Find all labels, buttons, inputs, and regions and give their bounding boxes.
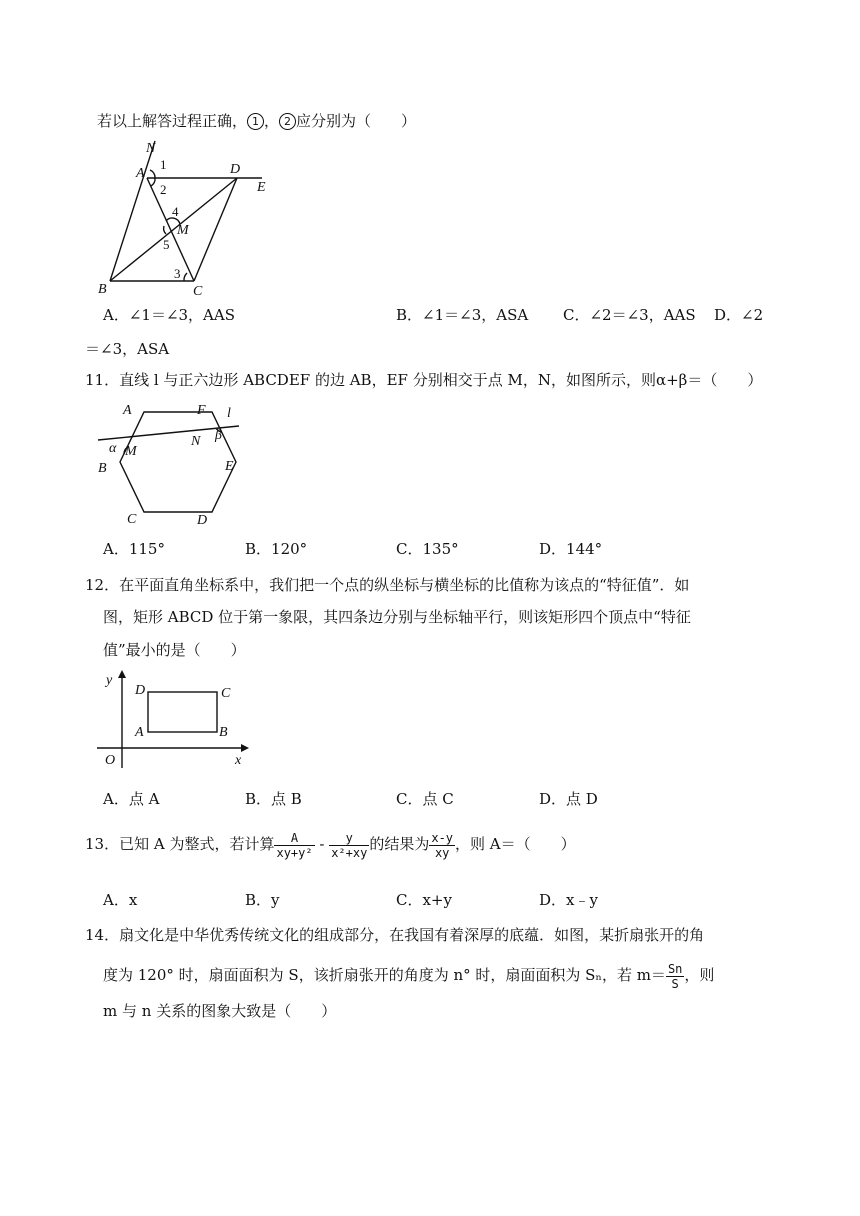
circled-2: 2	[279, 113, 296, 130]
y-axis-arrow	[118, 670, 126, 678]
q13-option-c: C．x+y	[396, 891, 452, 909]
q14-line3: m 与 n 关系的图象大致是（ ）	[103, 1002, 337, 1020]
q11-figure	[90, 400, 250, 530]
q14-fraction-m	[666, 962, 684, 991]
rect-label-D: D	[135, 683, 146, 698]
hex-label-F: F	[197, 403, 206, 418]
hex-label-N: N	[191, 434, 201, 449]
hex-label-M: M	[125, 444, 137, 459]
label-E: E	[257, 180, 266, 195]
label-N: N	[146, 141, 156, 156]
angle-3-arc	[184, 273, 187, 281]
q12-line3: 值”最小的是（ ）	[103, 641, 246, 659]
label-C: C	[193, 284, 203, 299]
origin-label-O: O	[105, 753, 116, 768]
q10-intro-sep: ，	[264, 112, 280, 130]
q11-option-c: C．135°	[396, 540, 459, 558]
rect-label-C: C	[221, 686, 231, 701]
q14-frac-denominator: S	[671, 976, 679, 991]
q13-pre: 13．已知 A 为整式，若计算	[85, 835, 275, 853]
rect-label-A: A	[135, 725, 144, 740]
q10-option-d-part1: D．∠2	[714, 306, 764, 324]
label-B: B	[98, 282, 107, 297]
hexagon-ABCDEF	[120, 412, 236, 512]
label-M: M	[177, 223, 189, 238]
q13-fraction-1	[274, 831, 314, 860]
label-D: D	[230, 162, 241, 177]
q13-f3-numerator: x-y	[431, 830, 454, 845]
label-A: A	[136, 166, 145, 181]
q10-option-c: C．∠2＝∠3，AAS	[563, 306, 696, 324]
angle-label-alpha: α	[109, 441, 117, 456]
rectangle-ABCD	[148, 692, 217, 732]
q11-option-a: A．115°	[103, 540, 165, 558]
label-angle-3: 3	[174, 266, 181, 281]
q13-minus: -	[314, 835, 330, 853]
hex-label-E: E	[225, 459, 234, 474]
q13-fraction-2	[329, 831, 369, 860]
q14-line2-pre: 度为 120° 时，扇面面积为 S，该折扇张开的角度为 n° 时，扇面面积为 Sₙ，若 m＝	[103, 966, 666, 984]
angle-1-arc	[150, 170, 155, 178]
axis-label-y: y	[106, 673, 113, 688]
label-angle-4: 4	[172, 204, 179, 219]
q13-option-d: D．x﹣y	[539, 891, 598, 909]
q14-line2-post: ，则	[684, 966, 715, 984]
line-CD	[194, 178, 237, 281]
label-angle-1: 1	[160, 157, 167, 172]
q10-intro	[97, 108, 416, 134]
q13-option-a: A．x	[103, 891, 138, 909]
x-axis-arrow	[241, 744, 249, 752]
q13-option-b: B．y	[245, 891, 280, 909]
hex-label-C: C	[127, 512, 137, 527]
hex-label-D: D	[197, 513, 208, 528]
q12-option-a: A．点 A	[103, 790, 160, 808]
q13-f3-denominator: xy	[434, 845, 450, 860]
hex-label-A: A	[123, 403, 132, 418]
angle-label-beta: β	[215, 428, 222, 443]
q13-f1-numerator: A	[274, 831, 314, 846]
q12-option-b: B．点 B	[245, 790, 302, 808]
angle-5-arc	[164, 226, 166, 234]
q14-line1: 14．扇文化是中华优秀传统文化的组成部分，在我国有着深厚的底蕴．如图，某折扇张开的角	[85, 926, 705, 944]
q13-f2-numerator: y	[329, 831, 369, 846]
q12-option-c: C．点 C	[396, 790, 454, 808]
line-label-l: l	[227, 406, 231, 421]
axis-label-x: x	[235, 753, 242, 768]
angle-2-arc	[151, 178, 155, 186]
label-angle-5: 5	[163, 237, 170, 252]
q10-intro-pre: 若以上解答过程正确，	[97, 112, 248, 130]
q10-figure	[90, 138, 280, 300]
q11-text: 11．直线 l 与正六边形 ABCDEF 的边 AB，EF 分别相交于点 M，N，如图所示，则α+β＝（ ）	[85, 371, 763, 389]
q13-fraction-3	[429, 831, 455, 860]
q12-line2: 图，矩形 ABCD 位于第一象限，其四条边分别与坐标轴平行，则该矩形四个顶点中“特征	[103, 608, 691, 626]
q11-option-d: D．144°	[539, 540, 603, 558]
q12-line1: 12．在平面直角坐标系中，我们把一个点的纵坐标与横坐标的比值称为该点的“特征值”．如	[85, 576, 690, 594]
q10-option-a: A．∠1＝∠3，AAS	[103, 306, 235, 324]
q14-frac-numerator: Sn	[667, 961, 683, 976]
q10-intro-post: 应分别为（ ）	[296, 112, 417, 130]
q13-post: ，则 A＝（ ）	[455, 835, 576, 853]
q10-option-b: B．∠1＝∠3，ASA	[396, 306, 529, 324]
rect-label-B: B	[219, 725, 228, 740]
q12-option-d: D．点 D	[539, 790, 598, 808]
q13-f1-denominator: xy+y²	[276, 845, 313, 860]
circled-1: 1	[247, 113, 264, 130]
label-angle-2: 2	[160, 182, 167, 197]
q12-figure	[95, 670, 255, 772]
hex-label-B: B	[98, 461, 107, 476]
line-NB	[110, 141, 155, 281]
q11-option-b: B．120°	[245, 540, 308, 558]
q13-text	[85, 822, 576, 866]
q13-f2-denominator: x²+xy	[331, 845, 368, 860]
q13-mid: 的结果为	[369, 835, 430, 853]
q14-line2	[103, 958, 714, 992]
q10-option-d-part2: ＝∠3，ASA	[85, 340, 170, 358]
